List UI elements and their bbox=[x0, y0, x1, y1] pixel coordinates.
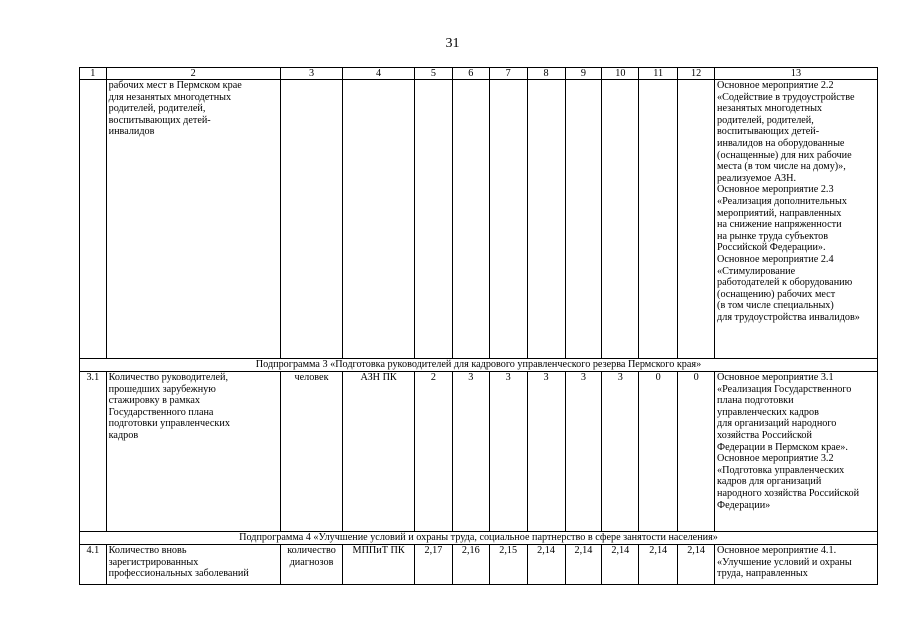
unit bbox=[280, 80, 342, 359]
value-cell: 2,15 bbox=[489, 545, 527, 585]
indicator-text: Количество руководителей, прошедших зарубежную стажировку в рамках Государственного плана подготовки управленческих кадров bbox=[108, 372, 230, 441]
column-header: 9 bbox=[565, 68, 602, 80]
unit: человек bbox=[280, 372, 342, 532]
value-cell: 3 bbox=[489, 372, 527, 532]
table-row bbox=[80, 80, 878, 359]
responsible-org: МППиТ ПК bbox=[343, 545, 415, 585]
page-number: 31 bbox=[445, 36, 460, 51]
subprogram-title: Подпрограмма 4 «Улучшение условий и охраны труда, социальное партнерство в сфере занятости населения» bbox=[80, 532, 878, 545]
indicator-name bbox=[106, 545, 280, 585]
value-cell bbox=[452, 80, 489, 359]
unit bbox=[280, 545, 342, 585]
indicator-text: рабочих мест в Пермском крае для незанятых многодетных родителей, родителей, воспитывающих детей- инвалидов bbox=[108, 80, 242, 138]
measures-text: Основное мероприятие 2.2 «Содействие в трудоустройстве незанятых многодетных родителей, родителей, воспитывающих детей- инвалидов на оборудованные (оснащенные) для них рабочие места (в том числе на дому)», реализуемое АЗН. Основное мероприятие 2.3 «Реализация дополнительных мероприятий, направленных на снижение напряженности на рынке труда субъектов Российской Федерации». Основное мероприятие 2.4 «Стимулирование работодателей к оборудованию (оснащению) рабочих мест (в том числе специальных) для трудоустройства инвалидов» bbox=[717, 80, 860, 323]
measures-cell bbox=[715, 545, 878, 585]
subprogram-row bbox=[80, 359, 878, 372]
value-cell: 0 bbox=[678, 372, 715, 532]
column-header: 2 bbox=[106, 68, 280, 80]
measures-cell bbox=[715, 80, 878, 359]
value-cell: 3 bbox=[602, 372, 639, 532]
row-number: 3.1 bbox=[80, 372, 107, 532]
indicator-name bbox=[106, 372, 280, 532]
value-cell: 2,17 bbox=[414, 545, 452, 585]
measures-cell bbox=[715, 372, 878, 532]
indicators-table bbox=[79, 67, 878, 585]
value-cell: 2 bbox=[414, 372, 452, 532]
indicator-name bbox=[106, 80, 280, 359]
table-row bbox=[80, 545, 878, 585]
value-cell bbox=[602, 80, 639, 359]
value-cell bbox=[639, 80, 678, 359]
value-cell: 3 bbox=[527, 372, 565, 532]
value-cell bbox=[414, 80, 452, 359]
table-row bbox=[80, 372, 878, 532]
subprogram-row bbox=[80, 532, 878, 545]
value-cell: 2,14 bbox=[639, 545, 678, 585]
row-number: 4.1 bbox=[80, 545, 107, 585]
column-header: 5 bbox=[414, 68, 452, 80]
value-cell: 2,14 bbox=[527, 545, 565, 585]
value-cell: 2,16 bbox=[452, 545, 489, 585]
column-header: 4 bbox=[343, 68, 415, 80]
column-header: 1 bbox=[80, 68, 107, 80]
responsible-org: АЗН ПК bbox=[343, 372, 415, 532]
value-cell: 2,14 bbox=[678, 545, 715, 585]
subprogram-title: Подпрограмма 3 «Подготовка руководителей для кадрового управленческого резерва Пермского края» bbox=[80, 359, 878, 372]
value-cell bbox=[678, 80, 715, 359]
column-header: 12 bbox=[678, 68, 715, 80]
value-cell bbox=[527, 80, 565, 359]
value-cell: 0 bbox=[639, 372, 678, 532]
column-header: 3 bbox=[280, 68, 342, 80]
measures-text: Основное мероприятие 4.1. «Улучшение условий и охраны труда, направленных bbox=[717, 545, 852, 580]
column-number-row bbox=[80, 68, 878, 80]
indicator-text: Количество вновь зарегистрированных профессиональных заболеваний bbox=[108, 545, 249, 580]
responsible-org bbox=[343, 80, 415, 359]
column-header: 6 bbox=[452, 68, 489, 80]
column-header: 7 bbox=[489, 68, 527, 80]
value-cell: 2,14 bbox=[602, 545, 639, 585]
column-header: 8 bbox=[527, 68, 565, 80]
value-cell bbox=[489, 80, 527, 359]
value-cell bbox=[565, 80, 602, 359]
value-cell: 2,14 bbox=[565, 545, 602, 585]
value-cell: 3 bbox=[452, 372, 489, 532]
unit-text: количество диагнозов bbox=[287, 545, 336, 568]
row-number bbox=[80, 80, 107, 359]
column-header: 10 bbox=[602, 68, 639, 80]
column-header: 11 bbox=[639, 68, 678, 80]
measures-text: Основное мероприятие 3.1 «Реализация Государственного плана подготовки управленческих кадров для организаций народного хозяйства Российской Федерации в Пермском крае». Основное мероприятие 3.2 «Подготовка управленческих кадров для организаций народного хозяйства Российской Федерации» bbox=[717, 372, 860, 511]
value-cell: 3 bbox=[565, 372, 602, 532]
column-header: 13 bbox=[715, 68, 878, 80]
